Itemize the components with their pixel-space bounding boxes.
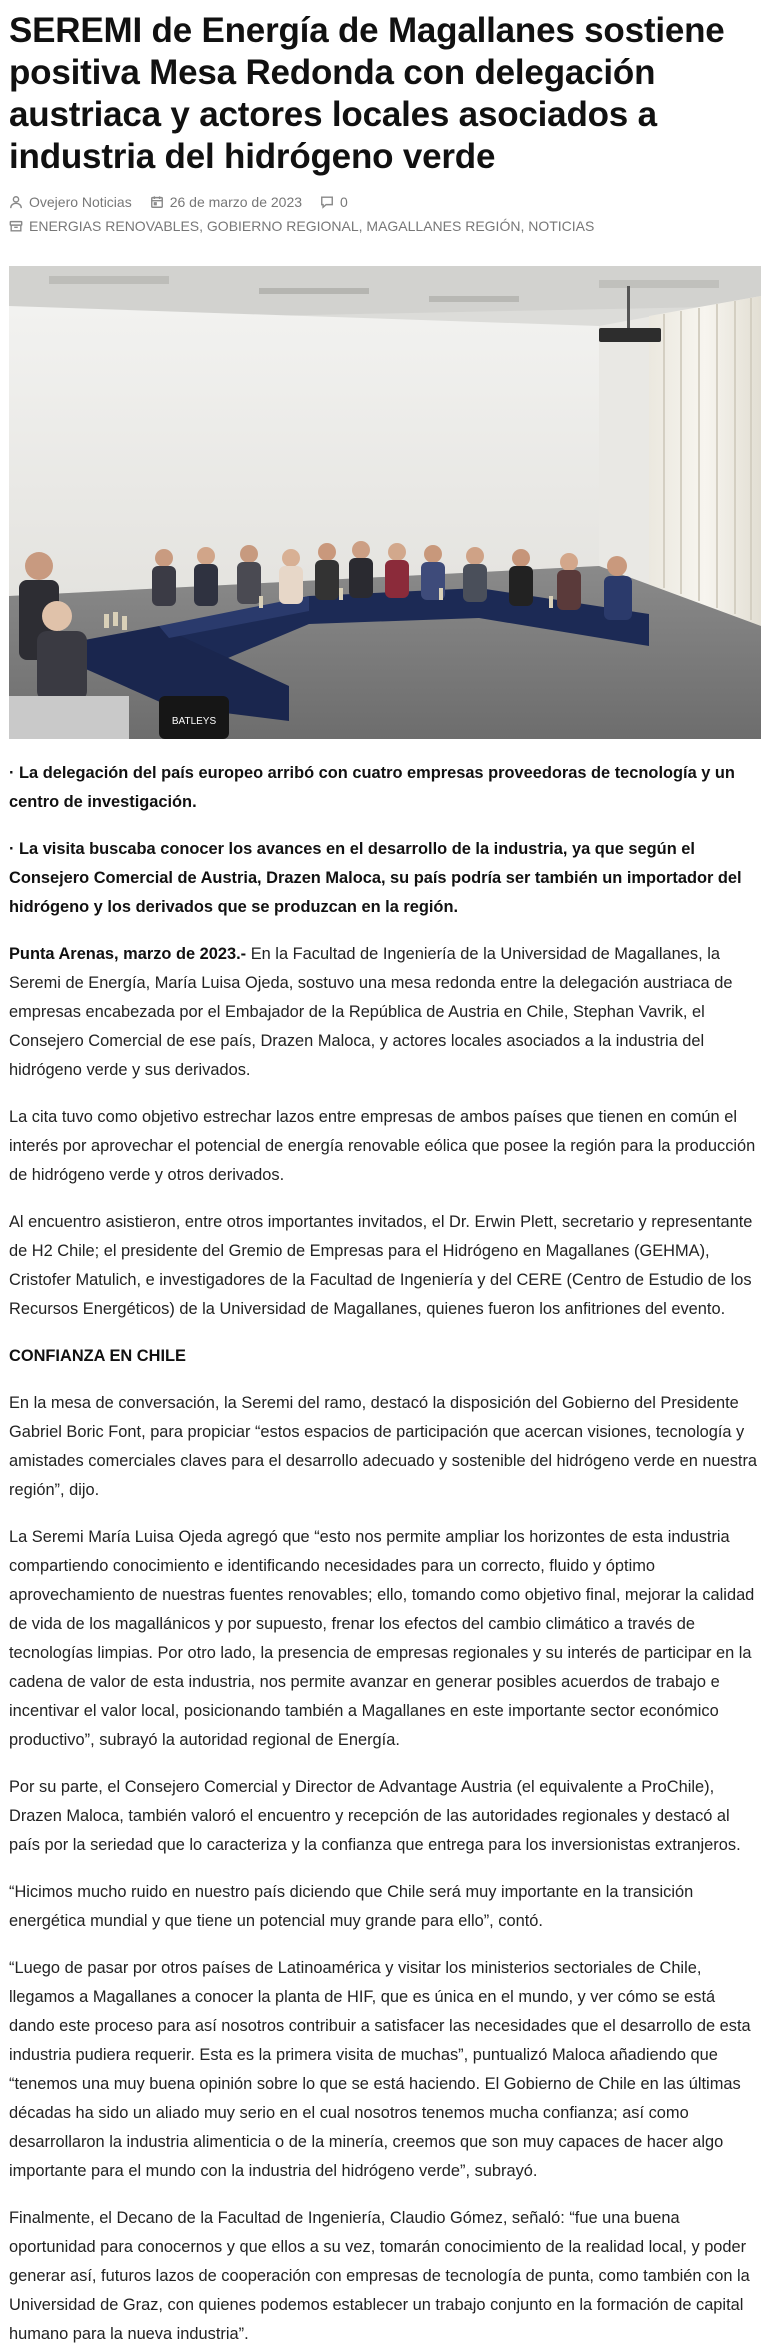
body-paragraph: “Luego de pasar por otros países de Latinoamérica y visitar los ministerios sectoriales de Chile, llegamos a Magallanes a conocer la planta de HIF, que es única en el mundo, y ver cómo se está dando este proceso para así nosotros contribuir a satisfacer las necesidades que el desarrollo de esta industria pudiera requerir. Esta es la primera visita de muchas”, puntualizó Maloca añadiendo que “tenemos una muy buena opinión sobre lo que se está haciendo. El Gobierno de Chile en las últimas décadas ha sido un aliado muy serio en el cual nosotros tenemos mucha confianza; así como desarrollaron la industria alimenticia o de la minería, creemos que son muy capaces de hacer algo importante para el mundo con la industria del hidrógeno verde”, subrayó. <box>9 1959 751 2180</box>
category-link[interactable]: NOTICIAS <box>528 218 595 234</box>
article-title: SEREMI de Energía de Magallanes sostiene positiva Mesa Redonda con delegación austriaca y actores locales asociados a industria del hidrógeno verde <box>9 11 725 176</box>
post-meta <box>9 194 765 210</box>
author-name[interactable]: Ovejero Noticias <box>29 194 132 210</box>
comment-count[interactable]: 0 <box>340 194 348 210</box>
category-link[interactable]: ENERGIAS RENOVABLES <box>29 218 200 234</box>
calendar-icon <box>150 195 164 209</box>
body-paragraph: “Hicimos mucho ruido en nuestro país diciendo que Chile será muy importante en la transición energética mundial y que tiene un potencial muy grande para ello”, contó. <box>9 1883 694 1930</box>
summary-bullet: · La delegación del país europeo arribó con cuatro empresas proveedoras de tecnología y un centro de investigación. <box>9 764 735 811</box>
body-paragraph: Al encuentro asistieron, entre otros importantes invitados, el Dr. Erwin Plett, secretario y representante de H2 Chile; el presidente del Gremio de Empresas para el Hidrógeno en Magallanes (GEHMA), Cristofer Matulich, e investigadores de la Facultad de Ingeniería y del CERE (Centro de Estudio de los Recursos Energéticos) de la Universidad de Magallanes, quienes fueron los anfitriones del evento. <box>9 1213 753 1318</box>
body-paragraph: Por su parte, el Consejero Comercial y Director de Advantage Austria (el equivalente a ProChile), Drazen Maloca, también valoró el encuentro y recepción de las autoridades regionales y destacó al país por la seriedad que lo caracteriza y la confianza que entrega para los inversionistas extranjeros. <box>9 1778 741 1854</box>
bag-label: BATLEYS <box>171 716 217 727</box>
lead-text: En la Facultad de Ingeniería de la Universidad de Magallanes, la Seremi de Energía, María Luisa Ojeda, sostuvo una mesa redonda entre la delegación austriaca de empresas encabezada por el Embajador de la República de Austria en Chile, Stephan Vavrik, el Consejero Comercial de ese país, Drazen Maloca, y actores locales asociados a la industria del hidrógeno verde y sus derivados. <box>9 945 733 1079</box>
lead-paragraph <box>9 940 765 1085</box>
date-meta <box>150 194 302 210</box>
comment-icon <box>320 195 334 209</box>
dateline: Punta Arenas, marzo de 2023.- <box>9 945 247 963</box>
post-date: 26 de marzo de 2023 <box>169 194 303 210</box>
comments-meta[interactable] <box>320 194 348 210</box>
category-link[interactable]: MAGALLANES REGIÓN <box>366 218 521 234</box>
article-body <box>9 759 765 2349</box>
featured-image <box>9 266 761 739</box>
post-categories: ENERGIAS RENOVABLES, GOBIERNO REGIONAL, MAGALLANES REGIÓN, NOTICIAS <box>9 218 765 234</box>
author-meta[interactable] <box>9 194 132 210</box>
user-icon <box>9 195 23 209</box>
category-link[interactable]: GOBIERNO REGIONAL <box>206 218 359 234</box>
section-heading: CONFIANZA EN CHILE <box>9 1347 186 1365</box>
body-paragraph: La Seremi María Luisa Ojeda agregó que “esto nos permite ampliar los horizontes de esta industria compartiendo conocimiento e identificando necesidades para un correcto, fluido y óptimo aprovechamiento de nuestras fuentes renovables; ello, tomando como objetivo final, mejorar la calidad de vida de los magallánicos y por supuesto, frenar los efectos del cambio climático a través de tecnologías limpias. Por otro lado, la presencia de empresas regionales y su interés de participar en la cadena de valor de esta industria, nos permite avanzar en generar posibles acuerdos de trabajo e incentivar el valor local, posicionando también a Magallanes en este importante sector económico productivo”, subrayó la autoridad regional de Energía. <box>9 1528 755 1749</box>
body-paragraph: En la mesa de conversación, la Seremi del ramo, destacó la disposición del Gobierno del Presidente Gabriel Boric Font, para propiciar “estos espacios de participación que acercan visiones, tecnología y amistades comerciales claves para el desarrollo adecuado y sostenible del hidrógeno verde en nuestra región”, dijo. <box>9 1394 758 1499</box>
body-paragraph: La cita tuvo como objetivo estrechar lazos entre empresas de ambos países que tienen en común el interés por aprovechar el potencial de energía renovable eólica que posee la región para la producción de hidrógeno verde y otros derivados. <box>9 1108 756 1184</box>
folder-icon <box>9 219 23 233</box>
body-paragraph: Finalmente, el Decano de la Facultad de Ingeniería, Claudio Gómez, señaló: “fue una buena oportunidad para conocernos y que ellos a su vez, tomarán conocimiento de la realidad local, y poder generar así, futuros lazos de cooperación con empresas de tecnología de punta, como también con la Universidad de Graz, con quienes podemos establecer un trabajo conjunto en la formación de capital humano para la nueva industria”. <box>9 2209 750 2343</box>
summary-bullet: · La visita buscaba conocer los avances en el desarrollo de la industria, ya que según el Consejero Comercial de Austria, Drazen Maloca, su país podría ser también un importador del hidrógeno y los derivados que se produzcan en la región. <box>9 840 742 916</box>
